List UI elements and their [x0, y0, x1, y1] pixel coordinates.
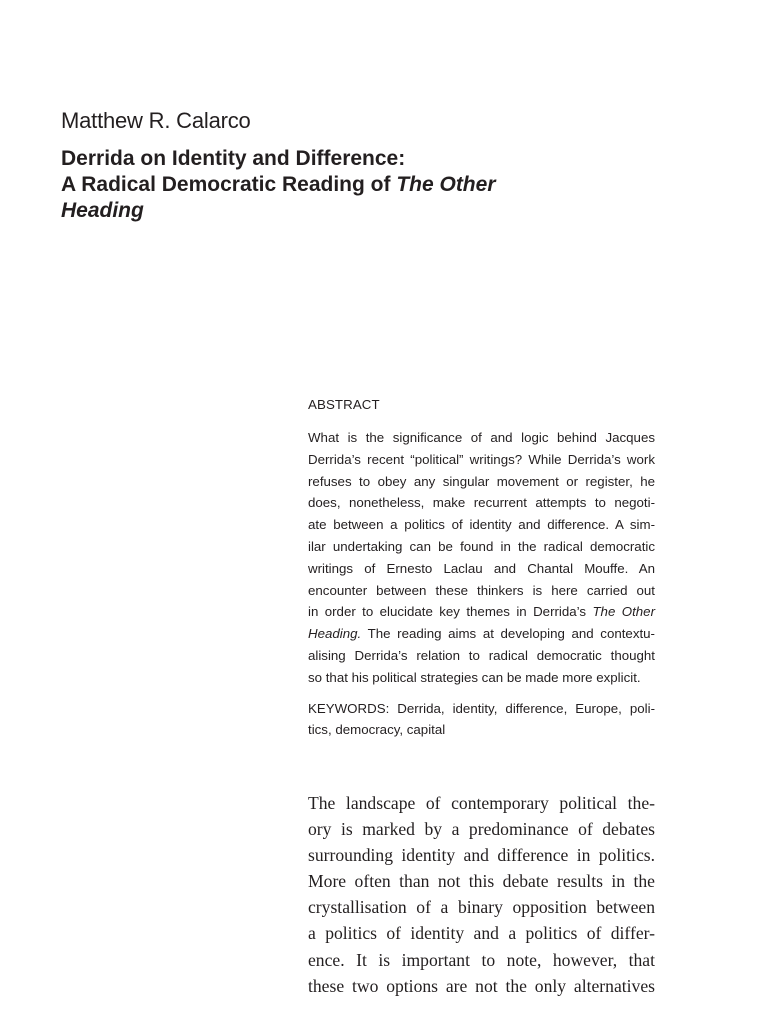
author-name: Matthew R. Calarco	[61, 108, 251, 133]
article-title	[61, 146, 621, 224]
body-line: ence. It is important to note, however, that	[308, 949, 655, 970]
title-line-3-italic: Heading	[61, 199, 144, 222]
abstract-line	[308, 601, 655, 623]
body-line: More often than not this debate results in the	[308, 871, 655, 892]
title-line-2	[61, 172, 621, 198]
abstract-line: refuses to obey any singular movement or register, he	[308, 473, 655, 489]
title-line-1: Derrida on Identity and Difference:	[61, 147, 406, 170]
title-line-2-italic: The Other	[396, 173, 496, 196]
abstract-line-9-italic: The Other	[592, 604, 655, 620]
body-line: ory is marked by a predominance of debates	[308, 819, 655, 840]
abstract-line	[308, 623, 655, 645]
abstract-body	[308, 427, 655, 689]
body-paragraph	[308, 790, 655, 999]
abstract-line: What is the significance of and logic behind Jacques	[308, 430, 655, 445]
keywords-line-2: tics, democracy, capital	[308, 722, 446, 738]
title-line-2-text: A Radical Democratic Reading of	[61, 173, 397, 196]
body-line: a politics of identity and a politics of differ-	[308, 923, 655, 944]
keywords	[308, 698, 655, 742]
body-line: crystallisation of a binary opposition between	[308, 897, 655, 918]
abstract-section	[308, 395, 655, 741]
abstract-line: ate between a politics of identity and difference. A sim-	[308, 517, 655, 533]
keywords-line-1: KEYWORDS: Derrida, identity, difference, Europe, poli-	[308, 700, 655, 716]
body-line: surrounding identity and difference in politics.	[308, 845, 655, 866]
abstract-line: writings of Ernesto Laclau and Chantal Mouffe. An	[308, 560, 655, 576]
body-line: these two options are not the only alternatives	[308, 975, 655, 996]
abstract-line-9-text: in order to elucidate key themes in Derrida’s	[308, 604, 593, 620]
abstract-line-10-italic: Heading.	[308, 626, 362, 642]
abstract-line: does, nonetheless, make recurrent attempts to negoti-	[308, 495, 655, 511]
abstract-line-10-text: The reading aims at developing and contextu-	[361, 626, 655, 642]
title-line-3	[61, 198, 621, 224]
abstract-label: ABSTRACT	[308, 397, 380, 412]
body-line: The landscape of contemporary political the-	[308, 793, 655, 813]
abstract-line: encounter between these thinkers is here carried out	[308, 582, 655, 598]
abstract-line: Derrida’s recent “political” writings? While Derrida’s work	[308, 451, 655, 467]
abstract-line: ilar undertaking can be found in the radical democratic	[308, 538, 655, 554]
abstract-line: alising Derrida’s relation to radical democratic thought	[308, 647, 655, 663]
abstract-line: so that his political strategies can be made more explicit.	[308, 669, 641, 685]
